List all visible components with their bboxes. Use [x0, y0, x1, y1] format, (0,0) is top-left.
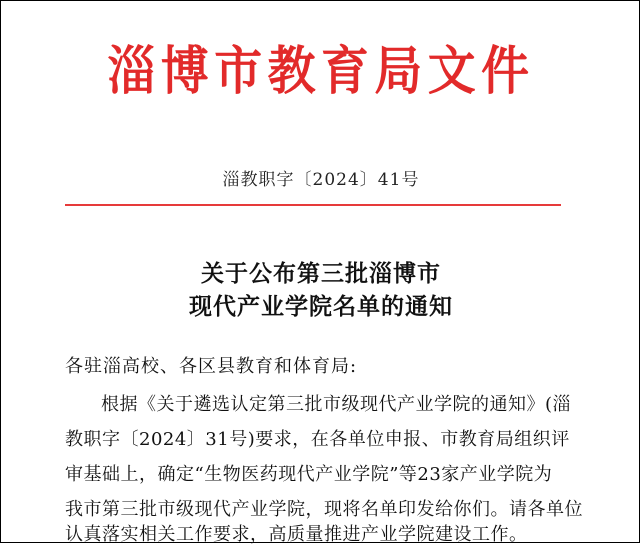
- document-header-title: 淄博市教育局文件: [107, 42, 535, 102]
- body-paragraph-line: 教职字〔2024〕31号)要求，在各单位申报、市教育局组织评: [65, 429, 570, 450]
- body-paragraph-line: 我市第三批市级现代产业学院，现将名单印发给你们。请各单位: [65, 499, 583, 520]
- notice-title-line-1: 关于公布第三批淄博市: [201, 260, 441, 287]
- red-divider-rule: [65, 204, 561, 206]
- body-paragraph-line: 认真落实相关工作要求，高质量推进产业学院建设工作。: [65, 524, 528, 545]
- salutation: 各驻淄高校、各区县教育和体育局:: [65, 356, 358, 377]
- document-number: 淄教职字〔2024〕41号: [222, 170, 420, 190]
- notice-title-line-2: 现代产业学院名单的通知: [189, 293, 453, 320]
- body-paragraph-line: 审基础上，确定“生物医药现代产业学院”等23家产业学院为: [65, 464, 553, 485]
- body-paragraph-line: 根据《关于遴选认定第三批市级现代产业学院的通知》(淄: [101, 394, 572, 415]
